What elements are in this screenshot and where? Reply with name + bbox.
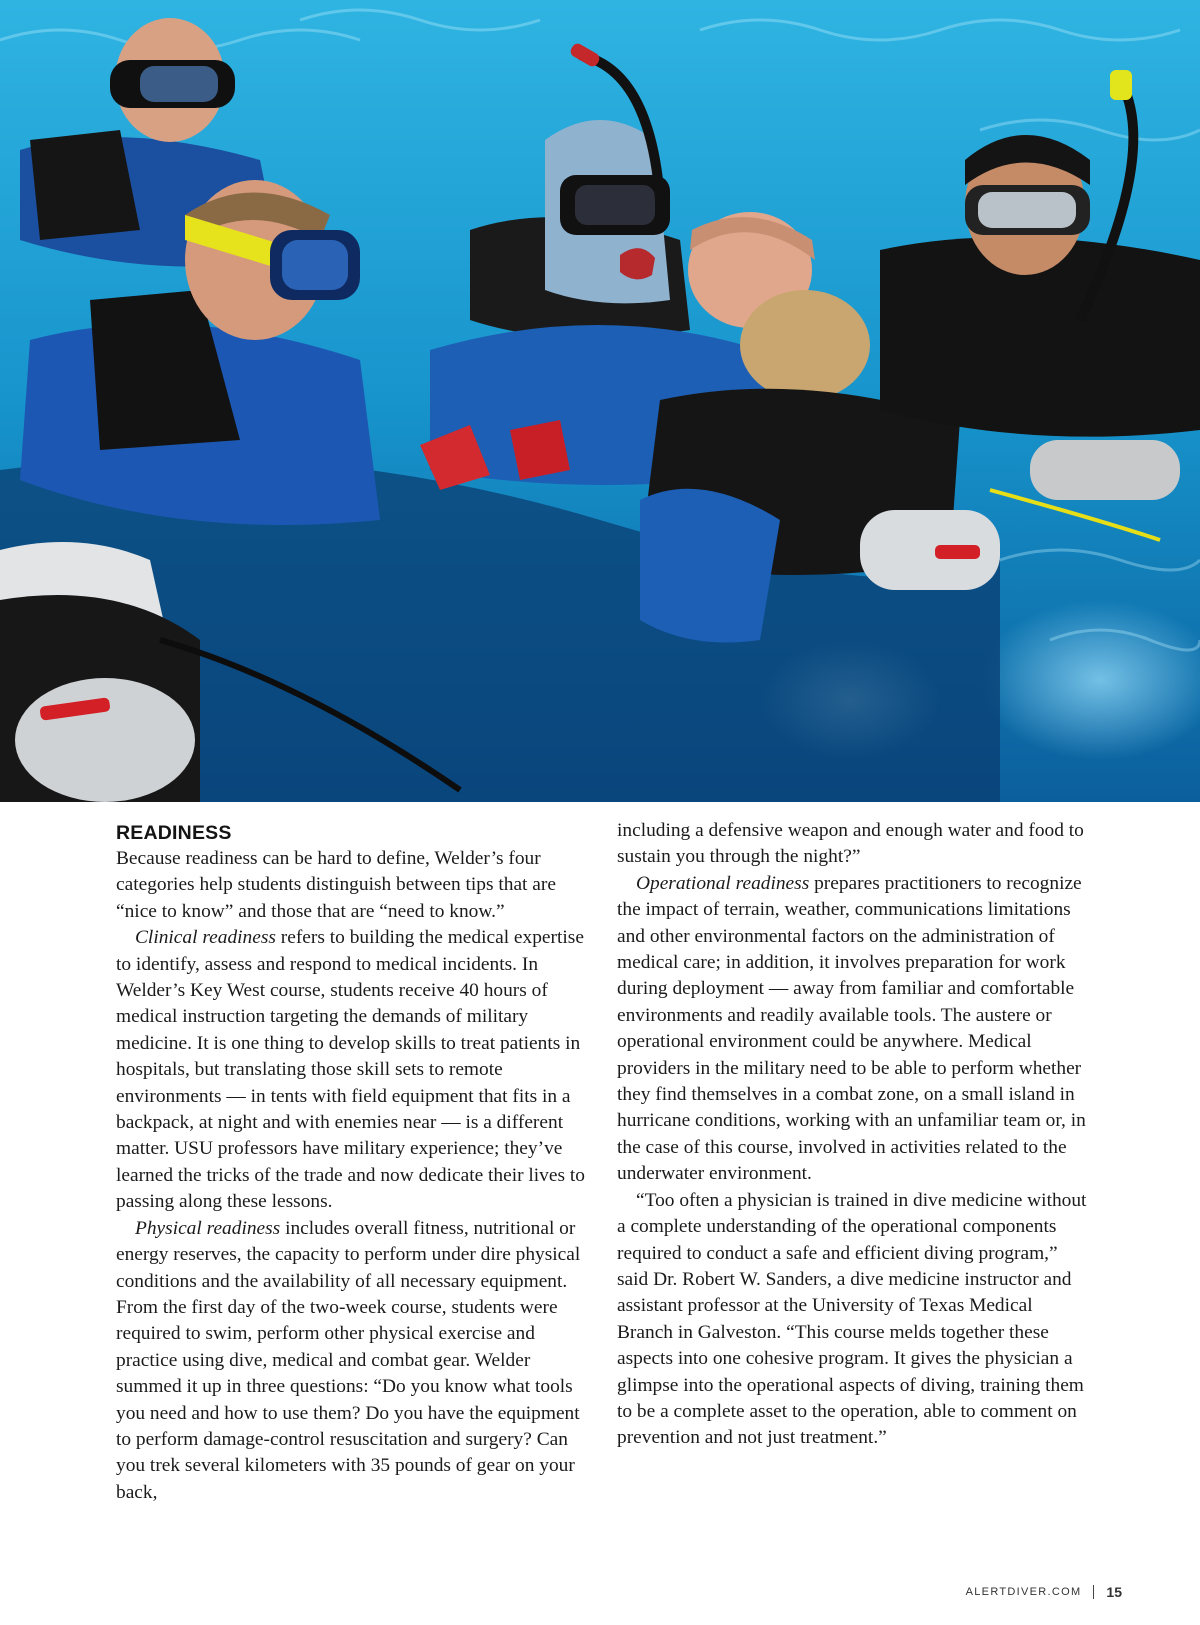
page-footer (966, 1584, 1122, 1600)
paragraph-text: including a defensive weapon and enough water and food to sustain you through the night?” (617, 820, 1084, 868)
paragraph-operational (617, 871, 1089, 1188)
divers-in-pool-illustration (0, 0, 1200, 802)
paragraph-text: prepares practitioners to recognize the impact of terrain, weather, communications limitations and other environmental factors on the administration of medical care; in addition, it involves preparation for work during deployment — away from familiar and comfortable environments and readily available tools. The austere or operational environment could be anywhere. Medical providers in the military need to be able to perform whether they find themselves in a combat zone, on a small island in hurricane conditions, working with an unfamiliar team or, in the case of this course, involved in activities related to the underwater environment. (617, 872, 1086, 1185)
footer-site-link[interactable]: ALERTDIVER.COM (965, 1586, 1082, 1598)
hero-photo (0, 0, 1200, 802)
paragraph-intro (116, 846, 586, 925)
article-column-right (617, 818, 1089, 1452)
paragraph-physical (116, 1216, 586, 1506)
term-operational-readiness: Operational readiness (636, 872, 810, 894)
term-physical-readiness: Physical readiness (135, 1217, 281, 1239)
footer-divider (1093, 1585, 1094, 1599)
article-column-left (116, 818, 586, 1506)
paragraph-text: Because readiness can be hard to define, Welder’s four categories help students distinguish between tips that are “nice to know” and those that are “need to know.” (116, 848, 556, 922)
paragraph-text: “Too often a physician is trained in dive medicine without a complete understanding of the operational components required to conduct a safe and efficient diving program,” said Dr. Robert W. Sanders, a dive medicine instructor and assistant professor at the University of Texas Medical Branch in Galveston. “This course melds together these aspects into one cohesive program. It gives the physician a glimpse into the operational aspects of diving, training them to be a complete asset to the operation, able to comment on prevention and not just treatment.” (617, 1189, 1087, 1449)
paragraph-text: refers to building the medical expertise to identify, assess and respond to medical incidents. In Welder’s Key West course, students receive 40 hours of medical instruction targeting the demands of military medicine. It is one thing to develop skills to treat patients in hospitals, but translating those skill sets to remote environments — in tents with field equipment that fits in a backpack, at night and with enemies near — is a different matter. USU professors have military experience; they’ve learned the tricks of the trade and now dedicate their lives to passing along these lessons. (116, 927, 585, 1213)
term-clinical-readiness: Clinical readiness (135, 927, 276, 949)
page-number: 15 (1106, 1584, 1122, 1600)
paragraph-text: includes overall fitness, nutritional or energy reserves, the capacity to perform under dire physical conditions and the availability of all necessary equipment. From the first day of the two-week course, students were required to swim, perform other physical exercise and practice using dive, medical and combat gear. Welder summed it up in three questions: “Do you know what tools you need and how to use them? Do you have the equipment to perform damage-control resuscitation and surgery? Can you trek several kilometers with 35 pounds of gear on your back, (116, 1217, 581, 1503)
paragraph-clinical (116, 925, 586, 1215)
paragraph-quote-sanders (617, 1188, 1089, 1452)
section-heading: READINESS (116, 822, 232, 844)
paragraph-continued (617, 818, 1089, 871)
